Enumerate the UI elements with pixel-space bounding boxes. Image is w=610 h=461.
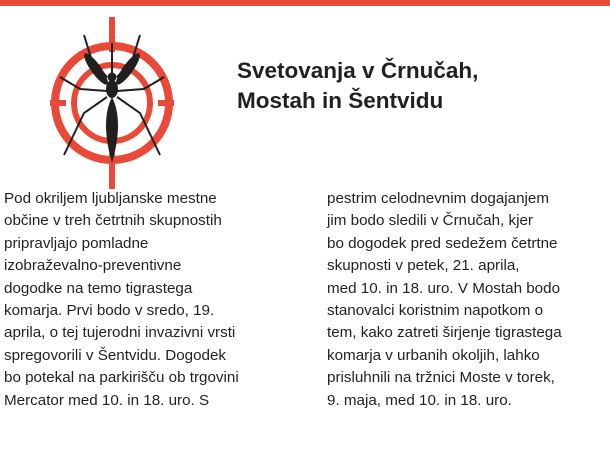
body-line: dogodke na temo tigrastega [4,279,193,297]
body-line: izobraževalno-preventivne [4,257,182,275]
mosquito-target-icon [50,17,174,189]
body-line: pripravljajo pomladne [4,234,149,252]
body-line: prisluhnili na tržnici Moste v torek, [327,369,555,387]
body-line: pestrim celodnevnim dogajanjem [327,190,550,207]
body-line: občine v treh četrtnih skupnostih [4,212,222,230]
body-line: stanovalci koristnim napotkom o [327,302,544,320]
article-body-right-column [327,188,607,412]
body-line: komarja. Prvi bodo v sredo, 19. [4,302,215,320]
body-line: bo potekal na parkirišču ob trgovini [4,369,239,387]
headline-line: Svetovanja v Črnučah, [237,58,479,83]
body-line: 9. maja, med 10. in 18. uro. [327,391,512,409]
body-line: Pod okriljem ljubljanske mestne [4,190,217,207]
body-line: Mercator med 10. in 18. uro. S [4,391,210,409]
headline-line: Mostah in Šentvidu [237,88,444,113]
body-line: aprila, o tej tujerodni invazivni vrsti [4,324,236,342]
body-line: bo dogodek pred sedežem četrtne [327,234,558,252]
body-line: komarja v urbanih okoljih, lahko [327,346,540,364]
article-body-left-column [4,188,304,412]
body-line: tem, kako zatreti širjenje tigrastega [327,324,562,342]
body-line: skupnosti v petek, 21. aprila, [327,257,520,275]
article-headline [237,56,597,116]
body-line: med 10. in 18. uro. V Mostah bodo [327,279,561,297]
body-line: jim bodo sledili v Črnučah, kjer [327,212,533,230]
top-accent-rule [0,0,610,6]
body-line: spregovorili v Šentvidu. Dogodek [4,346,227,364]
